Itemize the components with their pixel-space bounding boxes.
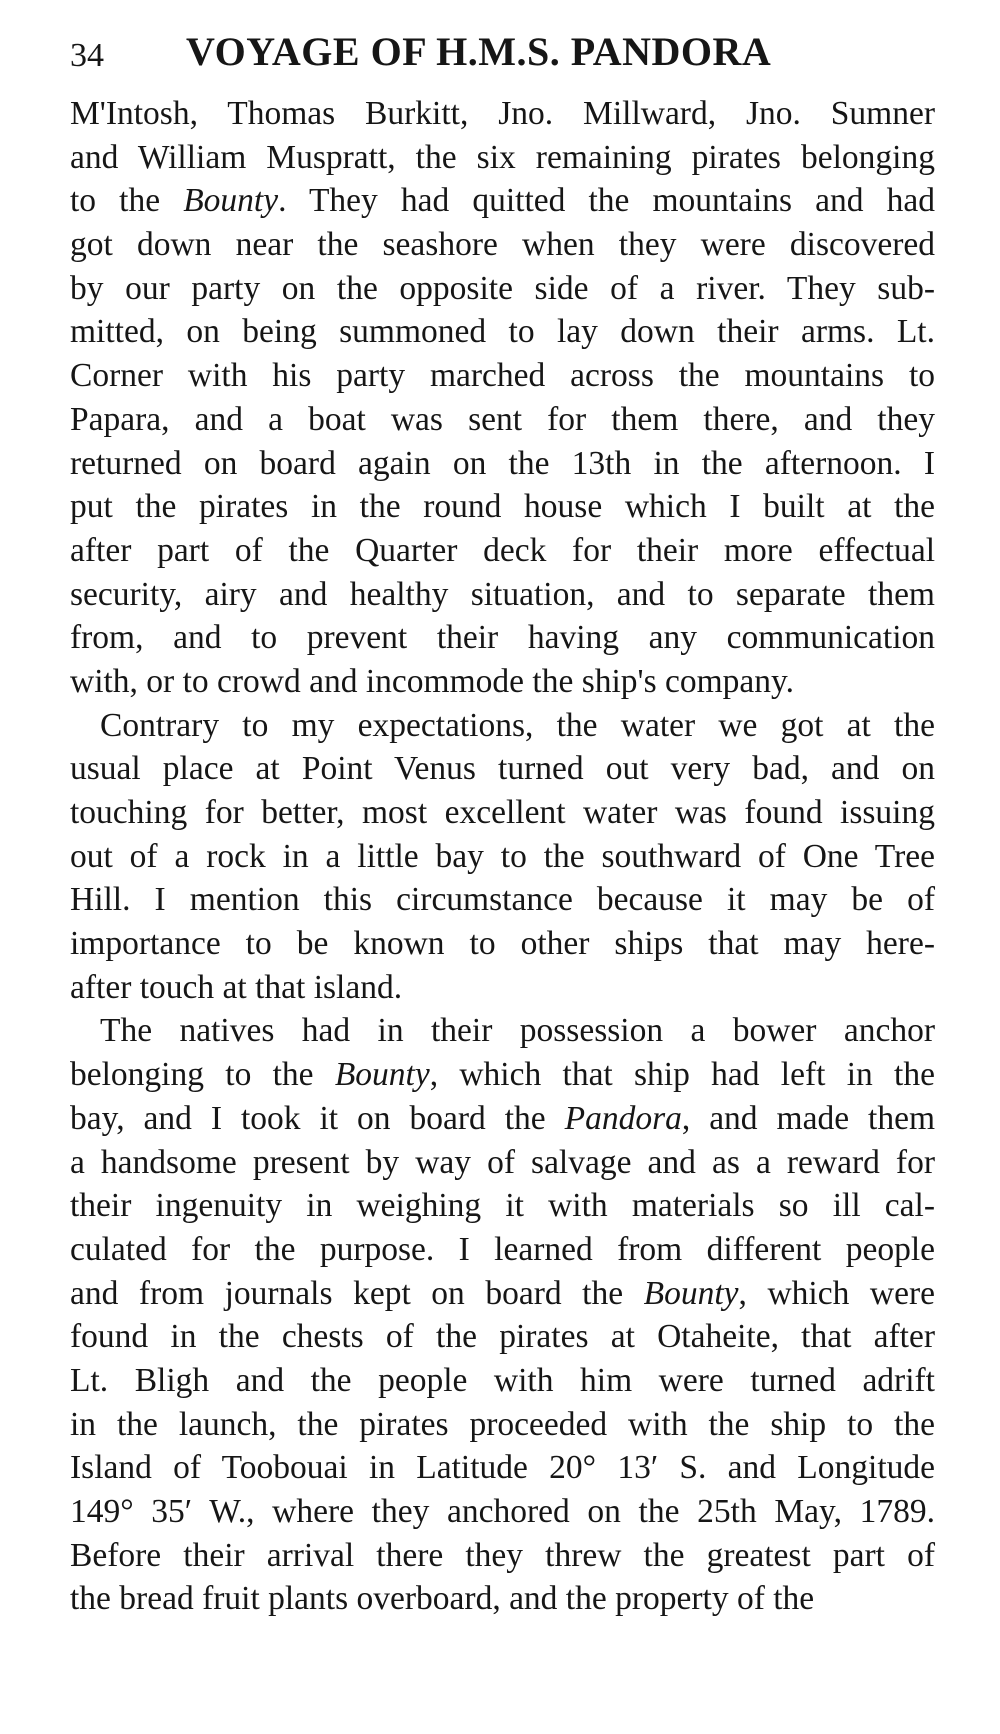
text-run: their ingenuity in weighing it with materials so ill cal- [70, 1187, 935, 1225]
text-run: bay, and I took it on board the [70, 1099, 565, 1137]
text-run: in the launch, the pirates proceeded with the ship to the [70, 1405, 935, 1443]
text-run: returned on board again on the 13th in the afternoon. I [70, 444, 935, 482]
text-line [70, 1141, 935, 1185]
text-run: Island of Toobouai in Latitude 20° 13′ S. and Longitude [70, 1449, 935, 1487]
text-run: usual place at Point Venus turned out very bad, and on [70, 750, 935, 788]
text-run: security, airy and healthy situation, and to separate them [70, 575, 935, 613]
italic-ship-name: Bounty [643, 1274, 739, 1312]
body-text [70, 92, 935, 1621]
italic-ship-name: Bounty [183, 182, 279, 220]
text-line [70, 1577, 935, 1621]
text-run: out of a rock in a little bay to the southward of One Tree [70, 837, 935, 875]
text-run: mitted, on being summoned to lay down their arms. Lt. [70, 313, 935, 351]
text-run: after touch at that island. [70, 968, 403, 1006]
text-run: Lt. Bligh and the people with him were turned adrift [70, 1361, 935, 1399]
text-line [70, 267, 935, 311]
text-line [70, 616, 935, 660]
text-run: and William Muspratt, the six remaining pirates belonging [70, 138, 935, 176]
text-line [70, 1097, 935, 1141]
text-line [70, 747, 935, 791]
text-line [70, 704, 935, 748]
paragraph [70, 1009, 935, 1621]
text-line [70, 529, 935, 573]
text-run: , and made them [681, 1099, 935, 1137]
book-title: VOYAGE OF H.M.S. PANDORA [186, 29, 772, 74]
paragraph [70, 92, 935, 704]
text-run: , which were [738, 1274, 935, 1312]
text-run: after part of the Quarter deck for their more effectual [70, 531, 935, 569]
text-run: Papara, and a boat was sent for them there, and they [70, 400, 935, 438]
text-run: the bread fruit plants overboard, and the property of the [70, 1580, 815, 1618]
text-line [70, 1315, 935, 1359]
text-line [70, 1228, 935, 1272]
text-run: to the [70, 182, 184, 220]
italic-ship-name: Bounty [334, 1056, 430, 1094]
text-run: Hill. I mention this circumstance because it may be of [70, 881, 935, 919]
text-line [70, 791, 935, 835]
text-line [70, 966, 935, 1010]
text-line [70, 1534, 935, 1578]
italic-ship-name: Pandora [564, 1099, 682, 1137]
text-run: by our party on the opposite side of a river. They sub- [70, 269, 935, 307]
text-line [70, 92, 935, 136]
text-run: put the pirates in the round house which I built at the [70, 488, 935, 526]
text-run: from, and to prevent their having any communication [70, 619, 935, 657]
text-line [70, 136, 935, 180]
text-run: The natives had in their possession a bower anchor [100, 1012, 935, 1050]
text-line [70, 442, 935, 486]
text-run: touching for better, most excellent water was found issuing [70, 794, 935, 831]
text-line [70, 1272, 935, 1316]
text-run: Corner with his party marched across the mountains to [70, 357, 935, 395]
text-line [70, 1403, 935, 1447]
text-line [70, 1053, 935, 1097]
text-run: got down near the seashore when they were discovered [70, 226, 935, 264]
text-run: culated for the purpose. I learned from different people [70, 1230, 935, 1268]
page-number: 34 [70, 37, 104, 74]
text-run: a handsome present by way of salvage and as a reward for [70, 1143, 935, 1181]
text-line [70, 1446, 935, 1490]
text-line [70, 573, 935, 617]
text-run: importance to be known to other ships that may here- [70, 925, 935, 963]
text-line [70, 179, 935, 223]
text-line [70, 223, 935, 267]
paragraph [70, 704, 935, 1010]
text-line [70, 310, 935, 354]
text-line [70, 660, 935, 704]
text-run: with, or to crowd and incommode the ship's company. [70, 662, 794, 700]
text-line [70, 354, 935, 398]
text-line [70, 485, 935, 529]
text-line [70, 1184, 935, 1228]
text-line [70, 922, 935, 966]
text-run: Contrary to my expectations, the water we got at the [100, 706, 935, 744]
text-run: Before their arrival there they threw the greatest part of [70, 1536, 935, 1574]
text-run: . They had quitted the mountains and had [278, 182, 936, 220]
text-run: M'Intosh, Thomas Burkitt, Jno. Millward, Jno. Sumner [70, 95, 935, 132]
text-run: , which that ship had left in the [429, 1056, 935, 1094]
text-run: 149° 35′ W., where they anchored on the 25th May, 1789. [70, 1493, 935, 1530]
text-run: found in the chests of the pirates at Otaheite, that after [70, 1318, 935, 1356]
text-run: belonging to the [70, 1056, 335, 1094]
running-head [70, 18, 940, 78]
text-line [70, 398, 935, 442]
text-line [70, 1359, 935, 1403]
text-line [70, 1490, 935, 1534]
text-line [70, 835, 935, 879]
text-line [70, 1009, 935, 1053]
text-line [70, 878, 935, 922]
text-run: and from journals kept on board the [70, 1274, 644, 1312]
